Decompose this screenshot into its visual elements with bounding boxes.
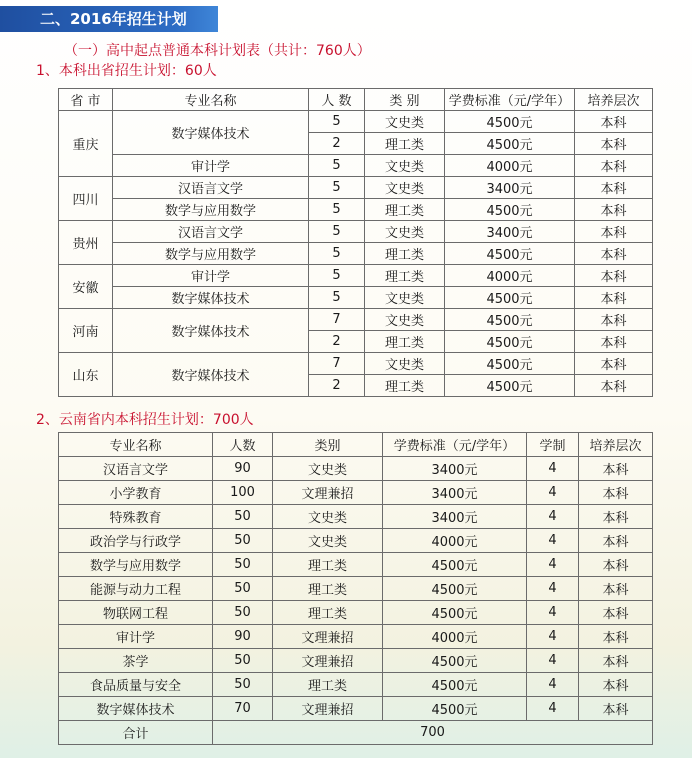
fee-cell: 3400元: [445, 221, 575, 243]
category-cell: 文史类: [365, 111, 445, 133]
count-cell: 50: [213, 601, 273, 625]
level-cell: 本科: [575, 199, 653, 221]
major-cell: 数字媒体技术: [113, 309, 309, 353]
level-cell: 本科: [575, 221, 653, 243]
column-header: 学制: [527, 433, 579, 457]
fee-cell: 4500元: [445, 133, 575, 155]
major-cell: 数学与应用数学: [59, 553, 213, 577]
duration-cell: 4: [527, 697, 579, 721]
table-row: [59, 177, 653, 199]
count-cell: 5: [309, 243, 365, 265]
level-cell: 本科: [575, 353, 653, 375]
fee-cell: 4500元: [445, 375, 575, 397]
category-cell: 文史类: [365, 155, 445, 177]
count-cell: 50: [213, 673, 273, 697]
fee-cell: 4500元: [383, 553, 527, 577]
major-cell: 数学与应用数学: [113, 243, 309, 265]
level-cell: 本科: [575, 331, 653, 353]
table-row: [59, 505, 653, 529]
level-cell: 本科: [579, 457, 653, 481]
level-cell: 本科: [579, 577, 653, 601]
duration-cell: 4: [527, 457, 579, 481]
duration-cell: 4: [527, 505, 579, 529]
count-cell: 7: [309, 353, 365, 375]
fee-cell: 4500元: [383, 649, 527, 673]
table-row: [59, 265, 653, 287]
table-row: [59, 457, 653, 481]
province-cell: 贵州: [59, 221, 113, 265]
count-cell: 100: [213, 481, 273, 505]
table-row: [59, 577, 653, 601]
count-cell: 50: [213, 649, 273, 673]
count-cell: 90: [213, 457, 273, 481]
table-row: [59, 221, 653, 243]
count-cell: 5: [309, 265, 365, 287]
fee-cell: 4000元: [445, 265, 575, 287]
count-cell: 50: [213, 553, 273, 577]
level-cell: 本科: [575, 287, 653, 309]
fee-cell: 3400元: [383, 505, 527, 529]
table-row: [59, 481, 653, 505]
table-row: [59, 199, 653, 221]
level-cell: 本科: [575, 309, 653, 331]
fee-cell: 4500元: [383, 601, 527, 625]
fee-cell: 4000元: [445, 155, 575, 177]
duration-cell: 4: [527, 529, 579, 553]
table-header-row: [59, 433, 653, 457]
province-cell: 安徽: [59, 265, 113, 309]
level-cell: 本科: [579, 673, 653, 697]
duration-cell: 4: [527, 649, 579, 673]
major-cell: 数字媒体技术: [113, 353, 309, 397]
level-cell: 本科: [575, 243, 653, 265]
count-cell: 5: [309, 155, 365, 177]
level-cell: 本科: [579, 529, 653, 553]
section-title: 二、2016年招生计划: [40, 10, 187, 28]
fee-cell: 4500元: [383, 697, 527, 721]
table-row: [59, 353, 653, 375]
table-row: [59, 649, 653, 673]
major-cell: 数字媒体技术: [113, 287, 309, 309]
major-cell: 能源与动力工程: [59, 577, 213, 601]
level-cell: 本科: [575, 155, 653, 177]
count-cell: 5: [309, 199, 365, 221]
category-cell: 理工类: [365, 133, 445, 155]
major-cell: 物联网工程: [59, 601, 213, 625]
category-cell: 文史类: [365, 177, 445, 199]
category-cell: 文理兼招: [273, 697, 383, 721]
major-cell: 审计学: [113, 265, 309, 287]
column-header: 专业名称: [59, 433, 213, 457]
major-cell: 审计学: [113, 155, 309, 177]
level-cell: 本科: [575, 177, 653, 199]
fee-cell: 3400元: [383, 481, 527, 505]
count-cell: 5: [309, 287, 365, 309]
major-cell: 茶学: [59, 649, 213, 673]
major-cell: 汉语言文学: [113, 221, 309, 243]
major-cell: 政治学与行政学: [59, 529, 213, 553]
count-cell: 2: [309, 133, 365, 155]
column-header: 学费标准（元/学年）: [445, 89, 575, 111]
column-header: 学费标准（元/学年）: [383, 433, 527, 457]
category-cell: 文史类: [365, 287, 445, 309]
section-title-banner: [0, 6, 218, 32]
table-header-row: [59, 89, 653, 111]
category-cell: 文理兼招: [273, 481, 383, 505]
level-cell: 本科: [579, 649, 653, 673]
category-cell: 理工类: [273, 601, 383, 625]
out-province-plan-table: [58, 88, 653, 397]
major-cell: 数字媒体技术: [59, 697, 213, 721]
count-cell: 5: [309, 221, 365, 243]
duration-cell: 4: [527, 673, 579, 697]
fee-cell: 4500元: [445, 331, 575, 353]
major-cell: 特殊教育: [59, 505, 213, 529]
table-row: [59, 529, 653, 553]
fee-cell: 4500元: [445, 199, 575, 221]
province-cell: 河南: [59, 309, 113, 353]
category-cell: 文史类: [365, 309, 445, 331]
category-cell: 理工类: [365, 265, 445, 287]
fee-cell: 3400元: [383, 457, 527, 481]
count-cell: 5: [309, 177, 365, 199]
table-row: [59, 111, 653, 133]
count-cell: 70: [213, 697, 273, 721]
level-cell: 本科: [579, 697, 653, 721]
count-cell: 2: [309, 331, 365, 353]
category-cell: 理工类: [273, 577, 383, 601]
province-cell: 四川: [59, 177, 113, 221]
in-province-title: 2、云南省内本科招生计划：700人: [36, 412, 254, 428]
duration-cell: 4: [527, 553, 579, 577]
category-cell: 文史类: [273, 529, 383, 553]
level-cell: 本科: [575, 375, 653, 397]
major-cell: 审计学: [59, 625, 213, 649]
level-cell: 本科: [575, 133, 653, 155]
level-cell: 本科: [579, 625, 653, 649]
table-row: [59, 155, 653, 177]
count-cell: 2: [309, 375, 365, 397]
fee-cell: 4500元: [445, 111, 575, 133]
duration-cell: 4: [527, 601, 579, 625]
province-cell: 重庆: [59, 111, 113, 177]
major-cell: 小学教育: [59, 481, 213, 505]
category-cell: 文史类: [365, 353, 445, 375]
column-header: 省 市: [59, 89, 113, 111]
duration-cell: 4: [527, 577, 579, 601]
major-cell: 食品质量与安全: [59, 673, 213, 697]
column-header: 专业名称: [113, 89, 309, 111]
category-cell: 理工类: [273, 553, 383, 577]
category-cell: 文史类: [273, 457, 383, 481]
table-row: [59, 553, 653, 577]
in-province-plan-table: [58, 432, 653, 745]
major-cell: 汉语言文学: [113, 177, 309, 199]
level-cell: 本科: [579, 601, 653, 625]
fee-cell: 4500元: [445, 309, 575, 331]
province-cell: 山东: [59, 353, 113, 397]
level-cell: 本科: [579, 505, 653, 529]
duration-cell: 4: [527, 625, 579, 649]
table-row: [59, 287, 653, 309]
category-cell: 理工类: [365, 331, 445, 353]
category-cell: 理工类: [365, 199, 445, 221]
fee-cell: 4000元: [383, 529, 527, 553]
column-header: 人数: [213, 433, 273, 457]
level-cell: 本科: [579, 553, 653, 577]
category-cell: 理工类: [365, 243, 445, 265]
category-cell: 文史类: [273, 505, 383, 529]
total-value: 700: [213, 721, 653, 745]
column-header: 培养层次: [579, 433, 653, 457]
category-cell: 文理兼招: [273, 625, 383, 649]
total-row: [59, 721, 653, 745]
column-header: 人 数: [309, 89, 365, 111]
fee-cell: 3400元: [445, 177, 575, 199]
count-cell: 90: [213, 625, 273, 649]
out-province-title: 1、本科出省招生计划：60人: [36, 63, 217, 79]
total-label: 合计: [59, 721, 213, 745]
table-row: [59, 601, 653, 625]
table-row: [59, 309, 653, 331]
column-header: 类别: [273, 433, 383, 457]
category-cell: 文史类: [365, 221, 445, 243]
plan-header: （一）高中起点普通本科计划表（共计：760人）: [64, 43, 371, 59]
fee-cell: 4500元: [445, 353, 575, 375]
level-cell: 本科: [575, 265, 653, 287]
table-row: [59, 673, 653, 697]
fee-cell: 4500元: [383, 673, 527, 697]
level-cell: 本科: [579, 481, 653, 505]
count-cell: 7: [309, 309, 365, 331]
column-header: 类 别: [365, 89, 445, 111]
major-cell: 数字媒体技术: [113, 111, 309, 155]
major-cell: 数学与应用数学: [113, 199, 309, 221]
column-header: 培养层次: [575, 89, 653, 111]
fee-cell: 4000元: [383, 625, 527, 649]
fee-cell: 4500元: [445, 287, 575, 309]
fee-cell: 4500元: [445, 243, 575, 265]
major-cell: 汉语言文学: [59, 457, 213, 481]
table-row: [59, 625, 653, 649]
count-cell: 50: [213, 529, 273, 553]
duration-cell: 4: [527, 481, 579, 505]
category-cell: 文理兼招: [273, 649, 383, 673]
count-cell: 50: [213, 505, 273, 529]
fee-cell: 4500元: [383, 577, 527, 601]
category-cell: 理工类: [365, 375, 445, 397]
table-row: [59, 243, 653, 265]
count-cell: 50: [213, 577, 273, 601]
category-cell: 理工类: [273, 673, 383, 697]
level-cell: 本科: [575, 111, 653, 133]
count-cell: 5: [309, 111, 365, 133]
table-row: [59, 697, 653, 721]
